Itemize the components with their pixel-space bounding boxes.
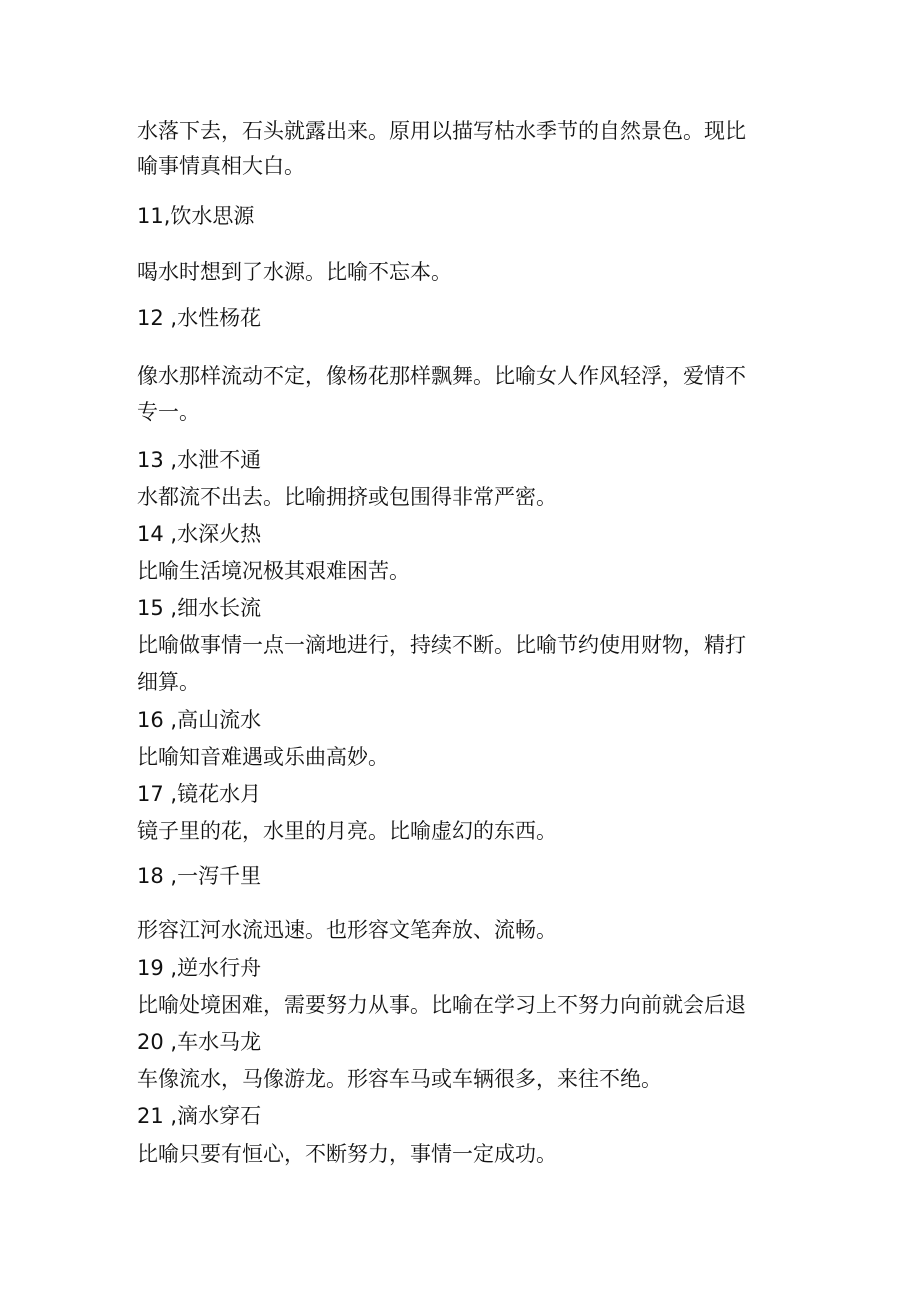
text-line: 专一。 — [137, 400, 200, 424]
text-line: 水落下去，石头就露出来。原用以描写枯水季节的自然景色。现比 — [137, 119, 746, 143]
text-line: 形容江河水流迅速。也形容文笔奔放、流畅。 — [137, 918, 557, 942]
entry-heading: 16 ,高山流水 — [137, 708, 262, 732]
entry-heading: 11,饮水思源 — [137, 204, 255, 228]
text-line: 比喻生活境况极其艰难困苦。 — [137, 559, 410, 583]
entry-heading: 20 ,车水马龙 — [137, 1030, 262, 1054]
entry-heading: 12 ,水性杨花 — [137, 306, 262, 330]
text-line: 镜子里的花，水里的月亮。比喻虚幻的东西。 — [137, 819, 557, 843]
entry-heading: 18 ,一泻千里 — [137, 864, 262, 888]
entry-heading: 19 ,逆水行舟 — [137, 956, 262, 980]
text-line: 比喻只要有恒心，不断努力，事情一定成功。 — [137, 1142, 557, 1166]
text-line: 比喻处境困难，需要努力从事。比喻在学习上不努力向前就会后退 — [137, 993, 746, 1017]
text-line: 水都流不出去。比喻拥挤或包围得非常严密。 — [137, 485, 557, 509]
text-line: 比喻做事情一点一滴地进行，持续不断。比喻节约使用财物，精打 — [137, 633, 746, 657]
text-line: 像水那样流动不定，像杨花那样飘舞。比喻女人作风轻浮，爱情不 — [137, 364, 746, 388]
text-line: 车像流水，马像游龙。形容车马或车辆很多，来往不绝。 — [137, 1067, 662, 1091]
text-line: 细算。 — [137, 670, 200, 694]
entry-heading: 14 ,水深火热 — [137, 522, 262, 546]
text-line: 比喻知音难遇或乐曲高妙。 — [137, 745, 389, 769]
entry-heading: 21 ,滴水穿石 — [137, 1104, 262, 1128]
text-line: 喻事情真相大白。 — [137, 154, 305, 178]
entry-heading: 17 ,镜花水月 — [137, 782, 262, 806]
text-line: 喝水时想到了水源。比喻不忘本。 — [137, 260, 452, 284]
entry-heading: 15 ,细水长流 — [137, 596, 262, 620]
entry-heading: 13 ,水泄不通 — [137, 448, 262, 472]
